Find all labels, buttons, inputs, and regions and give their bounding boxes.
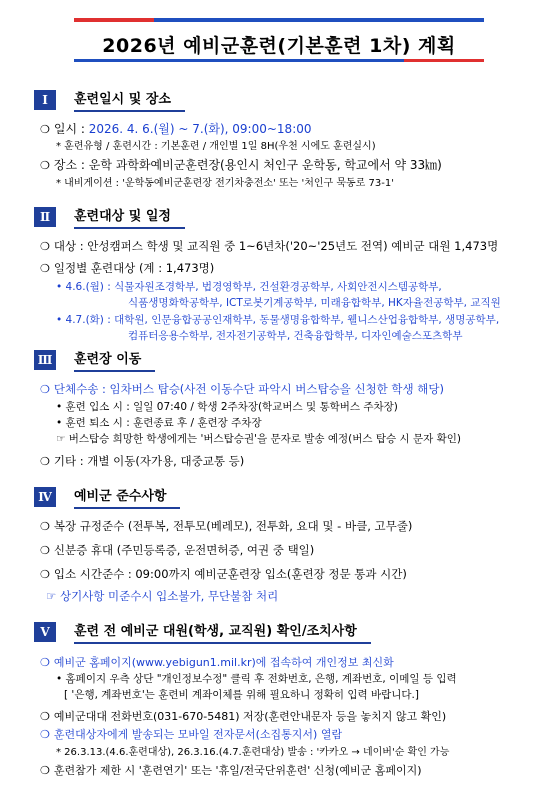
section-4-title: 예비군 준수사항 xyxy=(74,487,180,509)
section-2-number: Ⅱ xyxy=(34,207,56,227)
s2-day2-line-cont: 컴퓨터응용수학부, 전자전기공학부, 건축융합학부, 디자인예술스포츠학부 xyxy=(128,330,463,342)
section-5-number: Ⅴ xyxy=(34,622,56,642)
s1-type-line: * 훈련유형 / 훈련시간 : 기본훈련 / 개인별 1일 8H(우천 시에도 훈련실시) xyxy=(56,141,376,152)
s3-ticket-line: ☞ 버스탑승 희망한 학생에게는 '버스탑승권'을 문자로 발송 예정(버스 탑승 시 문자 확인) xyxy=(56,433,461,445)
s4-time-line: ❍ 입소 시간준수 : 09:00까지 예비군훈련장 입소(훈련장 정문 통과 시간) xyxy=(40,567,407,581)
s2-day2-line: • 4.7.(화) : 대학원, 인문융합공공인재학부, 동물생명융합학부, 웰니스산업융합학부, 생명공학부, xyxy=(56,314,500,326)
title-accent-top xyxy=(74,18,154,22)
s3-entry-line: • 훈련 입소 시 : 일일 07:40 / 학생 2주차장(학교버스 및 통학버스 주차장) xyxy=(56,401,398,413)
s5-phone-line: ❍ 예비군대대 전화번호(031-670-5481) 저장(훈련안내문자 등을 놓치지 않고 확인) xyxy=(40,710,447,723)
s3-bus-line: ❍ 단체수송 : 임차버스 탑승(사전 이동수단 파악시 버스탑승을 신청한 학생 해당) xyxy=(40,382,444,396)
s2-day1-line-cont: 식품생명화학공학부, ICT로봇기계공학부, 미래융합학부, HK자율전공학부, 교직원 xyxy=(128,297,501,309)
s5-update-line: • 홈페이지 우측 상단 "개인정보수정" 클릭 후 전화번호, 은행, 계좌번호, 이메일 등 입력 xyxy=(56,673,457,685)
s4-warning-line: ☞ 상기사항 미준수시 입소불가, 무단불참 처리 xyxy=(46,589,279,603)
section-5-title: 훈련 전 예비군 대원(학생, 교직원) 확인/조치사항 xyxy=(74,622,371,644)
s2-day1-line: • 4.6.(월) : 식물자원조경학부, 법경영학부, 건설환경공학부, 사회안전시스템공학부, xyxy=(56,281,442,293)
s5-mobile-line: ❍ 훈련대상자에게 발송되는 모바일 전자문서(소집통지서) 열람 xyxy=(40,728,343,741)
s5-account-line: [ '은행, 계좌번호'는 훈련비 계좌이체를 위해 필요하니 정확히 입력 바랍니다.] xyxy=(64,689,419,701)
s4-uniform-line: ❍ 복장 규정준수 (전투복, 전투모(베레모), 전투화, 요대 및 - 바클, 고무줄) xyxy=(40,519,413,533)
s1-place-line: ❍ 장소 : 운학 과학화예비군훈련장(용인시 처인구 운학동, 학교에서 약 33㎞) xyxy=(40,158,442,172)
s5-send-date-line: * 26.3.13.(4.6.훈련대상), 26.3.16.(4.7.훈련대상) 발송 : '카카오 → 네이버'순 확인 가능 xyxy=(56,747,450,758)
section-3-title: 훈련장 이동 xyxy=(74,350,155,372)
s3-exit-line: • 훈련 퇴소 시 : 훈련종료 후 / 훈련장 주차장 xyxy=(56,417,262,429)
section-4-number: Ⅳ xyxy=(34,487,56,507)
title-banner xyxy=(74,18,484,62)
s2-target-line: ❍ 대상 : 안성캠퍼스 학생 및 교직원 중 1~6년차('20~'25년도 전역) 예비군 대원 1,473명 xyxy=(40,239,499,253)
section-3-number: Ⅲ xyxy=(34,350,56,370)
s1-date-line: ❍ 일시 : 2026. 4. 6.(월) ~ 7.(화), 09:00~18:00 xyxy=(40,122,312,136)
s2-schedule-line: ❍ 일정별 훈련대상 (계 : 1,473명) xyxy=(40,261,215,275)
section-1-number: Ⅰ xyxy=(34,90,56,110)
s5-postpone-line: ❍ 훈련참가 제한 시 '훈련연기' 또는 '휴일/전국단위훈련' 신청(예비군 홈페이지) xyxy=(40,764,422,777)
section-1-title: 훈련일시 및 장소 xyxy=(74,90,185,112)
s4-id-line: ❍ 신분증 휴대 (주민등록증, 운전면허증, 여권 중 택일) xyxy=(40,543,315,557)
s1-navi-line: * 내비게이션 : '운학동예비군훈련장 전기차충전소' 또는 '처인구 묵동로 73-1' xyxy=(56,178,394,189)
s3-other-line: ❍ 기타 : 개별 이동(자가용, 대중교통 등) xyxy=(40,454,245,468)
title-accent-bottom xyxy=(404,59,484,62)
page-title: 2026년 예비군훈련(기본훈련 1차) 계획 xyxy=(102,35,456,57)
section-2-title: 훈련대상 및 일정 xyxy=(74,207,185,229)
training-dates: 2026. 4. 6.(월) ~ 7.(화), 09:00~18:00 xyxy=(88,122,312,136)
s5-homepage-line: ❍ 예비군 홈페이지(www.yebigun1.mil.kr)에 접속하여 개인정보 최신화 xyxy=(40,656,394,669)
